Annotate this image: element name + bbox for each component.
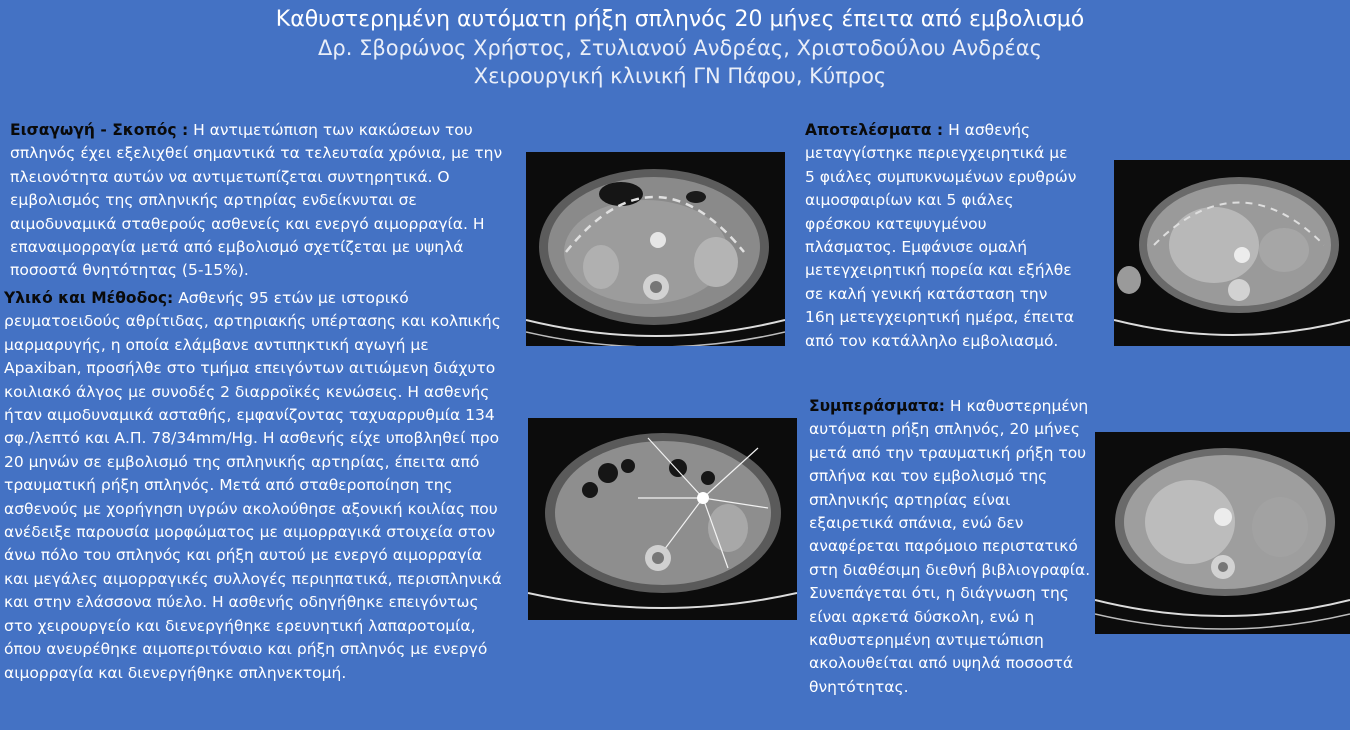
conclusions-section [809, 395, 1095, 699]
results-section [805, 119, 1077, 353]
ct-scan-image-4 [1095, 432, 1350, 634]
conclusions-text: Η καθυστερημένη αυτόματη ρήξη σπληνός, 20 μήνες μετά από την τραυματική ρήξη του σπλήνα και τον εμβολισμό της σπληνικής αρτηρίας είναι εξαιρετικά σπάνια, ενώ δεν αναφέρεται παρόμοιο περιστατικό στη διαθέσιμη διεθνή βιβλιογραφία. Συνεπάγεται ότι, η διάγνωση της είναι αρκετά δύσκολη, ενώ η καθυστερημένη αντιμετώπιση ακολουθείται από υψηλά ποσοστά θνητότητας. [809, 397, 1091, 696]
ct-scan-image-1 [526, 152, 785, 346]
intro-section [10, 119, 510, 283]
results-text: Η ασθενής μεταγγίστηκε περιεγχειρητικά με 5 φιάλες συμπυκνωμένων ερυθρών αιμοσφαιρίων και 5 φιάλες φρέσκου κατεψυγμένου πλάσματος. Εμφάνισε ομαλή μετεγχειρητική πορεία και εξήλθε σε καλή γενική κατάσταση την 16η μετεγχειρητική ημέρα, έπειτα από τον κατάλληλο εμβολιασμό. [805, 121, 1077, 350]
methods-section [4, 287, 504, 685]
intro-text: Η αντιμετώπιση των κακώσεων του σπληνός έχει εξελιχθεί σημαντικά τα τελευταία χρόνια, με την πλειονότητα αυτών να αντιμετωπίζεται συντηρητικά. Ο εμβολισμός της σπληνικής αρτηρίας ενδείκνυται σε αιμοδυναμικά σταθερούς ασθενείς και ενεργό αιμορραγία. Η επαναιμορραγία μετά από εμβολισμό σχετίζεται με υψηλά ποσοστά θνητότητας (5-15%). [10, 121, 503, 280]
ct-scan-4-graphic [1095, 432, 1350, 634]
poster-affiliation: Χειρουργική κλινική ΓΝ Πάφου, Κύπρος [473, 64, 887, 88]
methods-heading: Υλικό και Μέθοδος: [4, 289, 174, 307]
ct-scan-2-graphic [528, 418, 797, 620]
poster-header [0, 6, 1350, 90]
poster-title: Καθυστερημένη αυτόματη ρήξη σπληνός 20 μήνες έπειτα από εμβολισμό [275, 7, 1085, 32]
ct-scan-1-graphic [526, 152, 785, 346]
ct-scan-3-graphic [1114, 160, 1350, 346]
conclusions-heading: Συμπεράσματα: [809, 397, 945, 415]
intro-heading: Εισαγωγή - Σκοπός : [10, 121, 189, 139]
ct-scan-image-3 [1114, 160, 1350, 346]
poster-authors: Δρ. Σβορώνος Χρήστος, Στυλιανού Ανδρέας, Χριστοδούλου Ανδρέας [318, 36, 1042, 60]
ct-scan-image-2 [528, 418, 797, 620]
results-heading: Αποτελέσματα : [805, 121, 944, 139]
methods-text: Ασθενής 95 ετών με ιστορικό ρευματοειδούς αθρίτιδας, αρτηριακής υπέρτασης και κολπικής μαρμαρυγής, η οποία ελάμβανε αντιπηκτική αγωγή με Apaxiban, προσήλθε στο τμήμα επειγόντων αιτιώμενη διάχυτο κοιλιακό άλγος με συνοδές 2 διαρροϊκές κενώσεις. Η ασθενής ήταν αιμοδυναμικά ασταθής, εμφανίζοντας ταχυαρρυθμία 134 σφ./λεπτό και Α.Π. 78/34mm/Hg. Η ασθενής είχε υποβληθεί προ 20 μηνών σε εμβολισμό της σπληνικής αρτηρίας, έπειτα από τραυματική ρήξη σπληνός. Μετά από σταθεροποίηση της ασθενούς με χορήγηση υγρών ακολούθησε αξονική κοιλίας που ανέδειξε παρουσία μορφώματος με αιμορραγικά στοιχεία στον άνω πόλο του σπληνός και ρήξη αυτού με ενεργό αιμορραγία και μεγάλες αιμορραγικές συλλογές περιηπατικά, περισπληνικά και στην ελάσσονα πύελο. Η ασθενής οδηγήθηκε επειγόντως στο χειρουργείο και διενεργήθηκε ερευνητική λαπαροτομία, όπου ανευρέθηκε αιμοπεριτόναιο και ρήξη σπληνός με ενεργό αιμορραγία και διενεργήθηκε σπληνεκτομή. [4, 289, 502, 682]
